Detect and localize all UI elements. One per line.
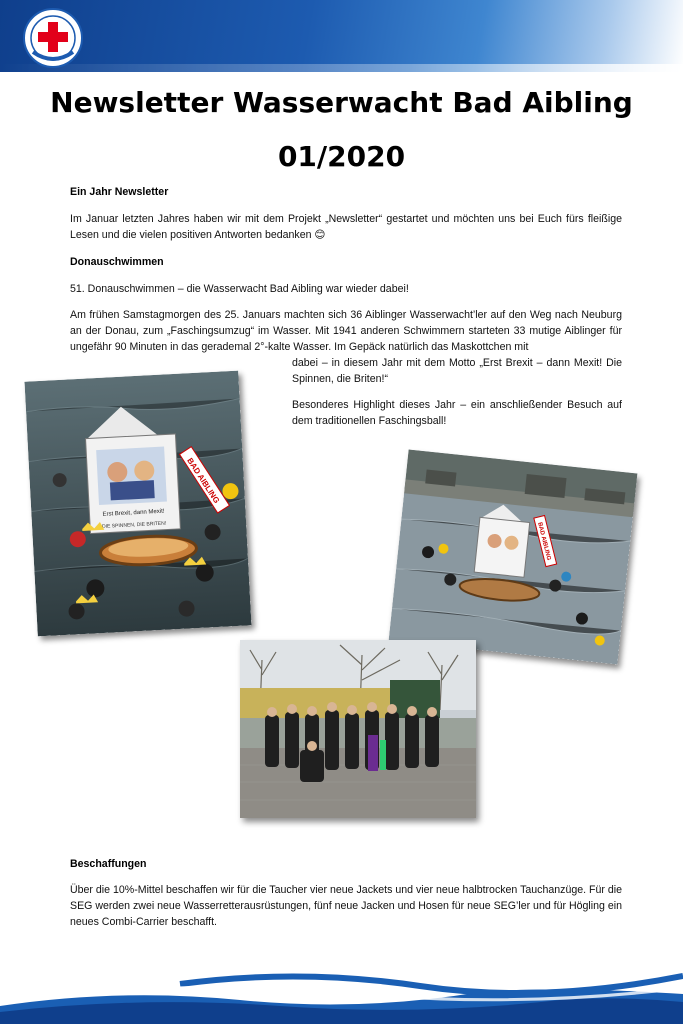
- donau-paragraph-1: Am frühen Samstagmorgen des 25. Januars machten sich 36 Aiblinger Wasserwacht’ler auf den Weg nach Neuburg an der Donau, zum „Faschingsumzug“ im Wasser. Mit 1941 anderen Schwimmern starteten 33 mutige Aiblinger für ungefähr 90 Minuten in das gerademal 2°-kalte Wasser. Im Gepäck natürlich das Maskottchen mit: [70, 309, 622, 353]
- raft-sign-text-2: BAD AIBLING: [536, 521, 552, 562]
- heading-donauschwimmen: Donauschwimmen: [70, 256, 164, 268]
- issue-number: 01/2020: [277, 140, 406, 173]
- poster-caption: Erst Brexit, dann Mexit!: [102, 508, 165, 518]
- wasserwacht-logo: [23, 8, 83, 68]
- donau-paragraph-1-cont: dabei – in diesem Jahr mit dem Motto „Erst Brexit – dann Mexit! Die Spinnen, die Briten!“: [292, 357, 622, 385]
- header-band: [0, 0, 683, 72]
- photo-river-raft: [389, 450, 638, 665]
- newsletter-text: Im Januar letzten Jahres haben wir mit dem Projekt „Newsletter“ gestartet und möchten uns bei Euch fürs fleißige Lesen und die vielen positiven Antworten bedanken 😊: [70, 213, 622, 241]
- footer-wave: [0, 966, 683, 1024]
- heading-beschaffungen: Beschaffungen: [70, 858, 147, 870]
- heading-newsletter: Ein Jahr Newsletter: [70, 186, 169, 198]
- photo-raft-closeup: [24, 371, 251, 637]
- donau-paragraph-2: Besonderes Highlight dieses Jahr – ein anschließender Besuch auf dem traditionellen Faschingsball!: [292, 399, 622, 427]
- donau-intro: 51. Donauschwimmen – die Wasserwacht Bad Aibling war wieder dabei!: [70, 283, 409, 295]
- poster-subcaption: DIE SPINNEN, DIE BRITEN!: [101, 520, 167, 530]
- page-title: Newsletter Wasserwacht Bad Aibling: [50, 86, 633, 119]
- beschaffungen-text: Über die 10%-Mittel beschaffen wir für die Taucher vier neue Jackets und vier neue halbtrocken Tauchanzüge. Für die SEG werden zwei neue Wasserretterausrüstungen, fünf neue Jacken und Hosen für neue SEG’ler und für Högling ein neues Combi-Carrier beschafft.: [70, 884, 622, 928]
- photo-group: [240, 640, 476, 818]
- raft-sign-text: BAD AIBLING: [185, 456, 222, 505]
